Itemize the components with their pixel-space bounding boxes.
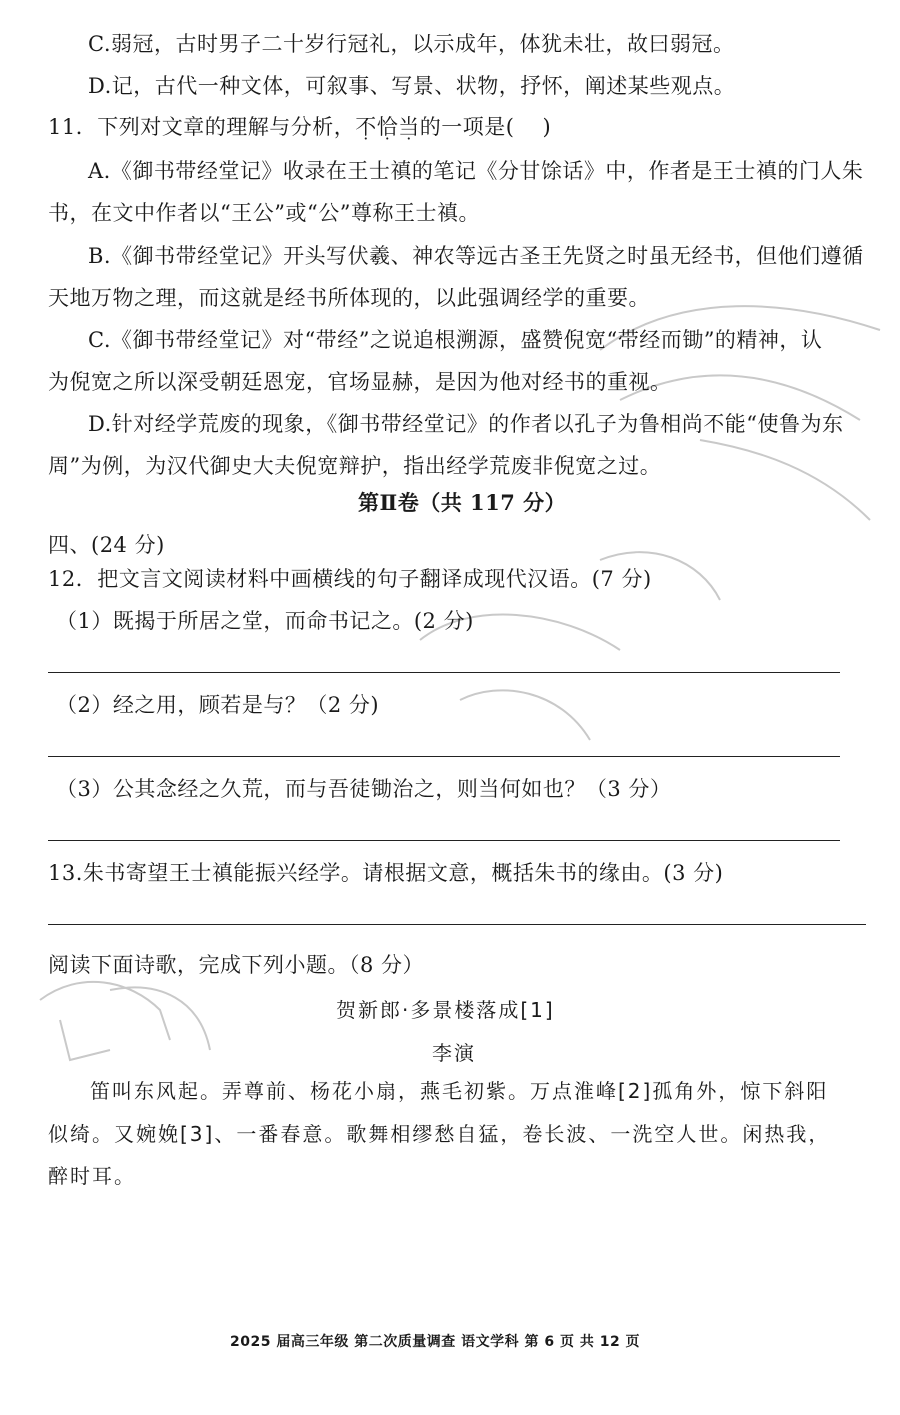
q11-stem: [48, 112, 551, 142]
q11-option-c-line1: C.《御书带经堂记》对“带经”之说追根溯源，盛赞倪宽“带经而锄”的精神，认: [88, 328, 823, 352]
q11-option-b-line2: 天地万物之理，而这就是经书所体现的，以此强调经学的重要。: [48, 286, 650, 310]
q12-sentence-1: （1）既揭于所居之堂，而命书记之。(2 分): [56, 609, 474, 633]
q11-option-c-line2: 为倪宽之所以深受朝廷恩宠，官场显赫，是因为他对经书的重视。: [48, 370, 672, 394]
poem-title: 贺新郎·多景楼落成[1]: [336, 998, 555, 1022]
poem-line-3: 醉时耳。: [48, 1164, 136, 1188]
part-4-heading: 四、(24 分): [48, 533, 165, 557]
poem-intro: 阅读下面诗歌，完成下列小题。（8 分）: [48, 953, 425, 977]
q10-option-d: D.记，古代一种文体，可叙事、写景、状物，抒怀，阐述某些观点。: [88, 74, 736, 98]
q11-option-d-line2: 周”为例，为汉代御史大夫倪宽辩护，指出经学荒废非倪宽之过。: [48, 454, 662, 478]
poem-author: 李演: [432, 1041, 476, 1065]
section-2-title: 第Ⅱ卷（共 117 分）: [358, 490, 567, 515]
q13-stem: 13.朱书寄望王士禛能振兴经学。请根据文意，概括朱书的缘由。(3 分): [48, 861, 724, 885]
q11-emphasis-char-2: 恰: [376, 115, 399, 139]
q12-stem: 12．把文言文阅读材料中画横线的句子翻译成现代汉语。(7 分): [48, 567, 652, 591]
q11-option-a-line1: A.《御书带经堂记》收录在王士禛的笔记《分甘馀话》中，作者是王士禛的门人朱: [88, 159, 864, 183]
q12-sentence-2: （2）经之用，顾若是与？（2 分): [56, 693, 380, 717]
q11-option-d-line1: D.针对经学荒废的现象，《御书带经堂记》的作者以孔子为鲁相尚不能“使鲁为东: [88, 412, 844, 436]
q11-emphasis-char-3: 当: [398, 115, 420, 139]
poem-line-1: 笛叫东风起。弄尊前、杨花小扇，燕毛初紫。万点淮峰[2]孤角外，惊下斜阳: [90, 1079, 829, 1103]
page-footer: 2025 届高三年级 第二次质量调查 语文学科 第 6 页 共 12 页: [230, 1334, 641, 1350]
q11-option-a-line2: 书，在文中作者以“王公”或“公”尊称王士禛。: [48, 201, 480, 225]
q11-stem-close: ): [542, 115, 552, 139]
q10-option-c: C.弱冠，古时男子二十岁行冠礼，以示成年，体犹未壮，故曰弱冠。: [88, 32, 735, 56]
q11-stem-text-after: 的一项是(: [419, 115, 515, 139]
q11-option-b-line1: B.《御书带经堂记》开头写伏羲、神农等远古圣王先贤之时虽无经书，但他们遵循: [88, 244, 864, 268]
q13-answer-line[interactable]: [48, 924, 866, 925]
q12-sentence-3: （3）公其念经之久荒，而与吾徒锄治之，则当何如也？（3 分）: [56, 777, 672, 801]
q12-2-answer-line[interactable]: [48, 756, 840, 757]
q11-emphasis-char-1: 不: [355, 115, 377, 139]
q12-3-answer-line[interactable]: [48, 840, 840, 841]
poem-line-2: 似绮。又婉娩[3]、一番春意。歌舞相缪愁自猛，卷长波、一洗空人世。闲热我，: [48, 1122, 831, 1146]
q12-1-answer-line[interactable]: [48, 672, 840, 673]
q11-stem-text: 11．下列对文章的理解与分析，: [48, 115, 356, 139]
